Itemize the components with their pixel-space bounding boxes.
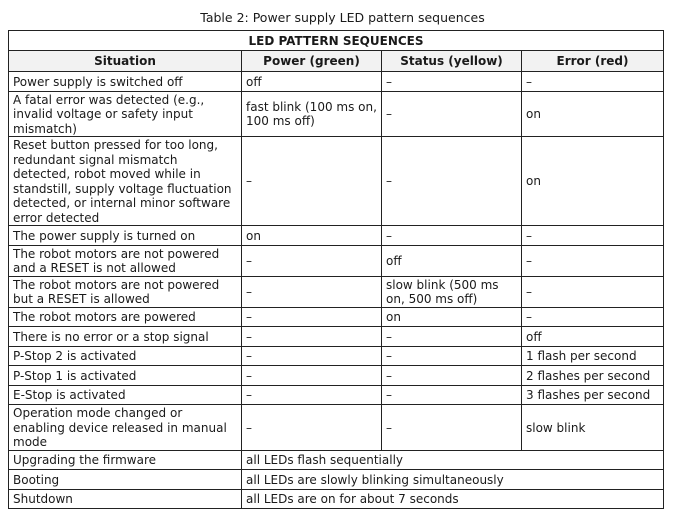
- table-row: [9, 489, 664, 509]
- power-cell: –: [242, 245, 382, 276]
- power-cell: –: [242, 385, 382, 405]
- table-row: [9, 346, 664, 366]
- table-row: [9, 245, 664, 276]
- situation-cell: Operation mode changed or enabling device released in manual mode: [9, 405, 242, 451]
- error-cell: 3 flashes per second: [522, 385, 664, 405]
- table-row: [9, 91, 664, 137]
- error-cell: –: [522, 226, 664, 246]
- error-cell: off: [522, 327, 664, 347]
- situation-cell: The robot motors are not powered and a RESET is not allowed: [9, 245, 242, 276]
- status-cell: –: [382, 137, 522, 226]
- error-cell: on: [522, 137, 664, 226]
- power-cell: –: [242, 276, 382, 307]
- situation-cell: Booting: [9, 470, 242, 490]
- header-status-yellow: Status (yellow): [382, 51, 522, 72]
- all-leds-cell: all LEDs are slowly blinking simultaneously: [242, 470, 664, 490]
- situation-cell: E-Stop is activated: [9, 385, 242, 405]
- status-cell: –: [382, 91, 522, 137]
- power-cell: –: [242, 405, 382, 451]
- error-cell: 1 flash per second: [522, 346, 664, 366]
- situation-cell: Shutdown: [9, 489, 242, 509]
- table-row: [9, 450, 664, 470]
- error-cell: on: [522, 91, 664, 137]
- error-cell: –: [522, 307, 664, 327]
- table-row: [9, 276, 664, 307]
- error-cell: slow blink: [522, 405, 664, 451]
- error-cell: 2 flashes per second: [522, 366, 664, 386]
- situation-cell: Upgrading the firmware: [9, 450, 242, 470]
- situation-cell: The robot motors are not powered but a RESET is allowed: [9, 276, 242, 307]
- status-cell: off: [382, 245, 522, 276]
- power-cell: off: [242, 72, 382, 92]
- status-cell: –: [382, 72, 522, 92]
- situation-cell: A fatal error was detected (e.g., invalid voltage or safety input mismatch): [9, 91, 242, 137]
- situation-cell: P-Stop 1 is activated: [9, 366, 242, 386]
- header-error-red: Error (red): [522, 51, 664, 72]
- error-cell: –: [522, 245, 664, 276]
- error-cell: –: [522, 276, 664, 307]
- situation-cell: P-Stop 2 is activated: [9, 346, 242, 366]
- error-cell: –: [522, 72, 664, 92]
- status-cell: –: [382, 226, 522, 246]
- status-cell: on: [382, 307, 522, 327]
- table-row: [9, 470, 664, 490]
- situation-cell: Reset button pressed for too long, redundant signal mismatch detected, robot moved while in standstill, supply voltage fluctuation detected, or internal minor software error detected: [9, 137, 242, 226]
- table-row: [9, 226, 664, 246]
- power-cell: –: [242, 137, 382, 226]
- situation-cell: The power supply is turned on: [9, 226, 242, 246]
- status-cell: –: [382, 385, 522, 405]
- led-pattern-table: [8, 30, 664, 509]
- situation-cell: Power supply is switched off: [9, 72, 242, 92]
- situation-cell: The robot motors are powered: [9, 307, 242, 327]
- power-cell: –: [242, 307, 382, 327]
- status-cell: –: [382, 405, 522, 451]
- power-cell: fast blink (100 ms on, 100 ms off): [242, 91, 382, 137]
- table-row: [9, 307, 664, 327]
- table-row: [9, 366, 664, 386]
- status-cell: –: [382, 346, 522, 366]
- power-cell: –: [242, 366, 382, 386]
- all-leds-cell: all LEDs flash sequentially: [242, 450, 664, 470]
- table-title: LED PATTERN SEQUENCES: [9, 31, 664, 51]
- table-caption: Table 2: Power supply LED pattern sequences: [200, 10, 485, 25]
- status-cell: slow blink (500 ms on, 500 ms off): [382, 276, 522, 307]
- table-row: [9, 137, 664, 226]
- status-cell: –: [382, 327, 522, 347]
- header-situation: Situation: [9, 51, 242, 72]
- power-cell: –: [242, 346, 382, 366]
- situation-cell: There is no error or a stop signal: [9, 327, 242, 347]
- table-row: [9, 385, 664, 405]
- table-row: [9, 72, 664, 92]
- header-power-green: Power (green): [242, 51, 382, 72]
- status-cell: –: [382, 366, 522, 386]
- power-cell: –: [242, 327, 382, 347]
- table-row: [9, 405, 664, 451]
- power-cell: on: [242, 226, 382, 246]
- all-leds-cell: all LEDs are on for about 7 seconds: [242, 489, 664, 509]
- table-row: [9, 327, 664, 347]
